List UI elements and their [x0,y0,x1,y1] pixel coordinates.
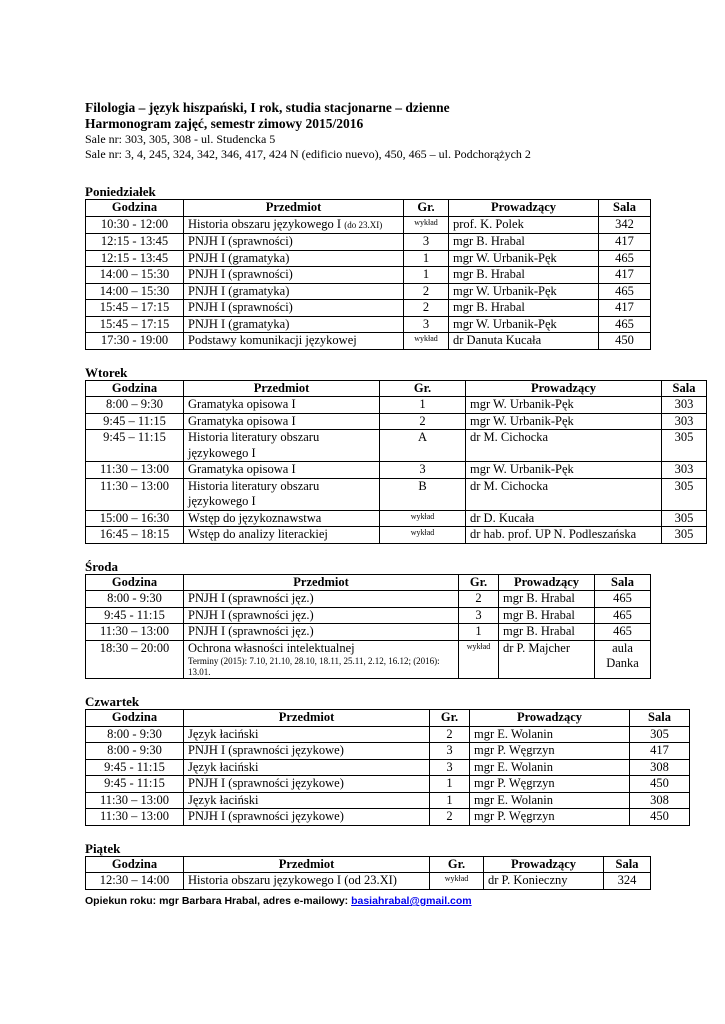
rooms-line-2: Sale nr: 3, 4, 245, 324, 342, 346, 417, 424 N (edificio nuevo), 450, 465 – ul. Podchorążych 2 [85,147,531,161]
day-heading: Czwartek [85,694,140,709]
room-cell: 450 [599,333,651,350]
teacher-cell: mgr P. Węgrzyn [470,776,630,793]
subject-name: PNJH I (sprawności językowe) [188,743,344,757]
footer-email-link[interactable]: basiahrabal@gmail.com [351,895,472,907]
rooms-line-1: Sale nr: 303, 305, 308 - ul. Studencka 5 [85,132,276,146]
teacher-cell: dr P. Majcher [499,640,595,679]
column-header-godzina: Godzina [86,710,184,727]
column-header-sala: Sala [604,856,651,873]
subject-name: Język łaciński [188,792,259,807]
subject-name: PNJH I (gramatyka) [188,316,290,331]
teacher-cell: mgr B. Hrabal [449,234,599,251]
subject-name: PNJH I (sprawności jęz.) [188,591,314,605]
group-cell: 2 [430,726,470,743]
table-row [86,726,690,743]
room-cell: 305 [630,726,690,743]
time-cell: 11:30 – 13:00 [86,792,184,809]
subject-name: Gramatyka opisowa I [188,397,296,411]
table-row [86,316,651,333]
subject-cell [184,527,380,544]
subject-cell [184,283,404,300]
time-cell: 11:30 – 13:00 [86,462,184,479]
group-cell: 3 [404,316,449,333]
table-row [86,430,707,462]
teacher-cell: mgr W. Urbanik-Pęk [466,397,662,414]
time-cell: 10:30 - 12:00 [86,216,184,234]
teacher-cell: mgr E. Wolanin [470,759,630,776]
subject-cell [184,413,380,430]
table-row [86,607,651,624]
subject-name: Wstęp do analizy literackiej [188,527,328,541]
group-cell: 3 [404,234,449,251]
time-cell: 9:45 - 11:15 [86,607,184,624]
column-header-sala: Sala [595,574,651,591]
subject-name: PNJH I (sprawności) [188,234,293,248]
time-cell: 8:00 – 9:30 [86,397,184,414]
group-cell: 2 [430,809,470,826]
table-row [86,743,690,760]
group-cell: 3 [430,743,470,760]
table-row [86,283,651,300]
column-header-godzina: Godzina [86,380,184,397]
subject-cell [184,216,404,234]
room-cell: 305 [662,430,707,462]
teacher-cell: mgr B. Hrabal [499,607,595,624]
table-row [86,333,651,350]
subject-cell [184,316,404,333]
column-header-przedmiot: Przedmiot [184,380,380,397]
time-cell: 9:45 – 11:15 [86,430,184,462]
group-cell: 3 [380,462,466,479]
table-row [86,397,707,414]
time-cell: 18:30 – 20:00 [86,640,184,679]
teacher-cell: dr Danuta Kucała [449,333,599,350]
column-header-gr: Gr. [380,380,466,397]
subject-name: Gramatyka opisowa I [188,413,296,428]
subject-cell [184,591,459,608]
column-header-przedmiot: Przedmiot [184,710,430,727]
group-cell: wykład [459,640,499,679]
group-cell: A [380,430,466,462]
time-cell: 11:30 – 13:00 [86,624,184,641]
room-cell: 305 [662,527,707,544]
teacher-cell: dr M. Cichocka [466,478,662,510]
time-cell: 14:00 – 15:30 [86,267,184,284]
table-row [86,776,690,793]
room-cell: 465 [599,250,651,267]
room-cell: 417 [599,234,651,251]
table-row [86,759,690,776]
group-cell: 3 [430,759,470,776]
column-header-przedmiot: Przedmiot [184,856,430,873]
group-cell: 2 [459,591,499,608]
subject-cell [184,873,430,890]
time-cell: 8:00 - 9:30 [86,726,184,743]
subject-cell [184,607,459,624]
time-cell: 12:15 - 13:45 [86,234,184,251]
table-row [86,267,651,284]
teacher-cell: mgr W. Urbanik-Pęk [466,462,662,479]
teacher-cell: mgr W. Urbanik-Pęk [466,413,662,430]
column-header-sala: Sala [599,200,651,217]
room-cell: 303 [662,413,707,430]
subject-name: Język łaciński [188,726,259,741]
time-cell: 17:30 - 19:00 [86,333,184,350]
group-cell: 3 [459,607,499,624]
teacher-cell: mgr W. Urbanik-Pęk [449,283,599,300]
table-row [86,413,707,430]
subject-cell [184,743,430,760]
column-header-gr: Gr. [430,856,484,873]
subject-cell [184,462,380,479]
room-cell: 305 [662,478,707,510]
schedule-document [85,100,696,890]
time-cell: 8:00 - 9:30 [86,591,184,608]
room-cell: 308 [630,759,690,776]
column-header-gr: Gr. [459,574,499,591]
subject-name: Ochrona własności intelektualnej [188,640,355,655]
table-row [86,510,707,527]
group-cell: 1 [404,250,449,267]
subject-cell [184,267,404,284]
subject-cell [184,234,404,251]
time-cell: 16:45 – 18:15 [86,527,184,544]
subject-name: Podstawy komunikacji językowej [188,333,357,347]
time-cell: 9:45 - 11:15 [86,776,184,793]
table-row [86,478,707,510]
column-header-sala: Sala [630,710,690,727]
column-header-godzina: Godzina [86,200,184,217]
subject-name: PNJH I (sprawności językowe) [188,809,344,823]
document-title: Filologia – język hiszpański, I rok, studia stacjonarne – dzienne [85,100,450,115]
subject-cell [184,397,380,414]
day-heading: Poniedziałek [85,184,156,199]
group-cell: wykład [404,333,449,350]
column-header-prowadzacy: Prowadzący [499,574,595,591]
subject-cell [184,640,459,679]
group-cell: 1 [459,624,499,641]
time-cell: 11:30 – 13:00 [86,809,184,826]
teacher-cell: prof. K. Polek [449,216,599,234]
room-cell: 305 [662,510,707,527]
subject-cell [184,250,404,267]
subject-name: PNJH I (gramatyka) [188,250,290,265]
subject-cell [184,430,380,462]
subject-name: Wstęp do językoznawstwa [188,510,322,525]
subject-cell [184,792,430,809]
subject-name: Historia literatury obszaru językowego I [188,478,320,508]
subject-name: Gramatyka opisowa I [188,462,296,476]
subject-cell [184,776,430,793]
table-row [86,591,651,608]
day-heading: Piątek [85,840,121,856]
time-cell: 11:30 – 13:00 [86,478,184,510]
schedule-table [85,380,707,544]
group-cell: 2 [404,300,449,317]
column-header-godzina: Godzina [86,574,184,591]
table-row [86,624,651,641]
room-cell: 450 [630,809,690,826]
subject-name: Historia literatury obszaru językowego I [188,430,320,460]
column-header-godzina: Godzina [86,856,184,873]
group-cell: 2 [404,283,449,300]
teacher-cell: mgr E. Wolanin [470,726,630,743]
subject-name: PNJH I (sprawności) [188,267,293,281]
schedule-table [85,574,651,680]
subject-cell [184,726,430,743]
subject-name: PNJH I (sprawności językowe) [188,776,344,790]
subject-cell [184,300,404,317]
column-header-prowadzacy: Prowadzący [470,710,630,727]
room-cell: 465 [595,607,651,624]
teacher-cell: dr D. Kucała [466,510,662,527]
subject-cell [184,759,430,776]
subject-name: PNJH I (gramatyka) [188,283,290,298]
group-cell: wykład [380,527,466,544]
group-cell: wykład [430,873,484,890]
room-cell: 417 [630,743,690,760]
schedule-table [85,199,651,350]
subject-cell [184,333,404,350]
room-cell: 303 [662,397,707,414]
column-header-prowadzacy: Prowadzący [466,380,662,397]
time-cell: 12:30 – 14:00 [86,873,184,890]
schedule-table [85,709,690,826]
group-cell: 1 [380,397,466,414]
time-cell: 15:45 – 17:15 [86,316,184,333]
room-cell: 465 [595,624,651,641]
day-heading: Wtorek [85,364,128,380]
time-cell: 9:45 - 11:15 [86,759,184,776]
room-cell: 450 [630,776,690,793]
subject-name: PNJH I (sprawności jęz.) [188,624,314,638]
table-row [86,809,690,826]
teacher-cell: mgr E. Wolanin [470,792,630,809]
group-cell: 1 [430,792,470,809]
teacher-cell: mgr B. Hrabal [499,624,595,641]
document-subtitle: Harmonogram zajęć, semestr zimowy 2015/2016 [85,116,364,131]
subject-name: PNJH I (sprawności jęz.) [188,607,314,622]
column-header-przedmiot: Przedmiot [184,200,404,217]
time-cell: 8:00 - 9:30 [86,743,184,760]
table-row [86,234,651,251]
column-header-sala: Sala [662,380,707,397]
teacher-cell: mgr B. Hrabal [449,300,599,317]
footer [85,895,472,907]
room-cell: 308 [630,792,690,809]
teacher-cell: mgr B. Hrabal [499,591,595,608]
schedule-table [85,856,651,890]
time-cell: 9:45 – 11:15 [86,413,184,430]
subject-cell [184,624,459,641]
room-cell: 465 [599,283,651,300]
column-header-gr: Gr. [404,200,449,217]
group-cell: 1 [404,267,449,284]
table-row [86,527,707,544]
subject-dates-note: Terminy (2015): 7.10, 21.10, 28.10, 18.11, 25.11, 2.12, 16.12; (2016): 13.01. [188,656,440,677]
table-row [86,792,690,809]
teacher-cell: dr hab. prof. UP N. Podleszańska [466,527,662,544]
time-cell: 12:15 - 13:45 [86,250,184,267]
time-cell: 15:00 – 16:30 [86,510,184,527]
subject-name: Język łaciński [188,759,259,774]
teacher-cell: mgr P. Węgrzyn [470,809,630,826]
table-row [86,640,651,679]
table-row [86,250,651,267]
room-cell: 465 [595,591,651,608]
table-row [86,216,651,234]
table-row [86,462,707,479]
column-header-gr: Gr. [430,710,470,727]
teacher-cell: mgr P. Węgrzyn [470,743,630,760]
column-header-prowadzacy: Prowadzący [484,856,604,873]
subject-cell [184,478,380,510]
time-cell: 14:00 – 15:30 [86,283,184,300]
teacher-cell: mgr W. Urbanik-Pęk [449,316,599,333]
group-cell: wykład [380,510,466,527]
subject-name: PNJH I (sprawności) [188,300,293,314]
room-cell: 417 [599,267,651,284]
days-container [85,184,696,890]
room-cell: 417 [599,300,651,317]
footer-label: Opiekun roku: mgr Barbara Hrabal, adres e-mailowy: [85,895,349,907]
subject-cell [184,809,430,826]
teacher-cell: dr M. Cichocka [466,430,662,462]
room-cell: 324 [604,873,651,890]
column-header-przedmiot: Przedmiot [184,574,459,591]
group-cell: wykład [404,216,449,234]
group-cell: 1 [430,776,470,793]
subject-note: (do 23.XI) [344,219,383,230]
room-cell: aula Danka [595,640,651,679]
teacher-cell: mgr W. Urbanik-Pęk [449,250,599,267]
column-header-prowadzacy: Prowadzący [449,200,599,217]
group-cell: B [380,478,466,510]
room-cell: 303 [662,462,707,479]
day-heading: Środa [85,558,118,574]
table-row [86,300,651,317]
group-cell: 2 [380,413,466,430]
teacher-cell: mgr B. Hrabal [449,267,599,284]
room-cell: 465 [599,316,651,333]
teacher-cell: dr P. Konieczny [484,873,604,890]
subject-name: Historia obszaru językowego I [188,216,342,231]
time-cell: 15:45 – 17:15 [86,300,184,317]
room-cell: 342 [599,216,651,234]
subject-cell [184,510,380,527]
table-row [86,873,651,890]
subject-name: Historia obszaru językowego I (od 23.XI) [188,873,397,887]
